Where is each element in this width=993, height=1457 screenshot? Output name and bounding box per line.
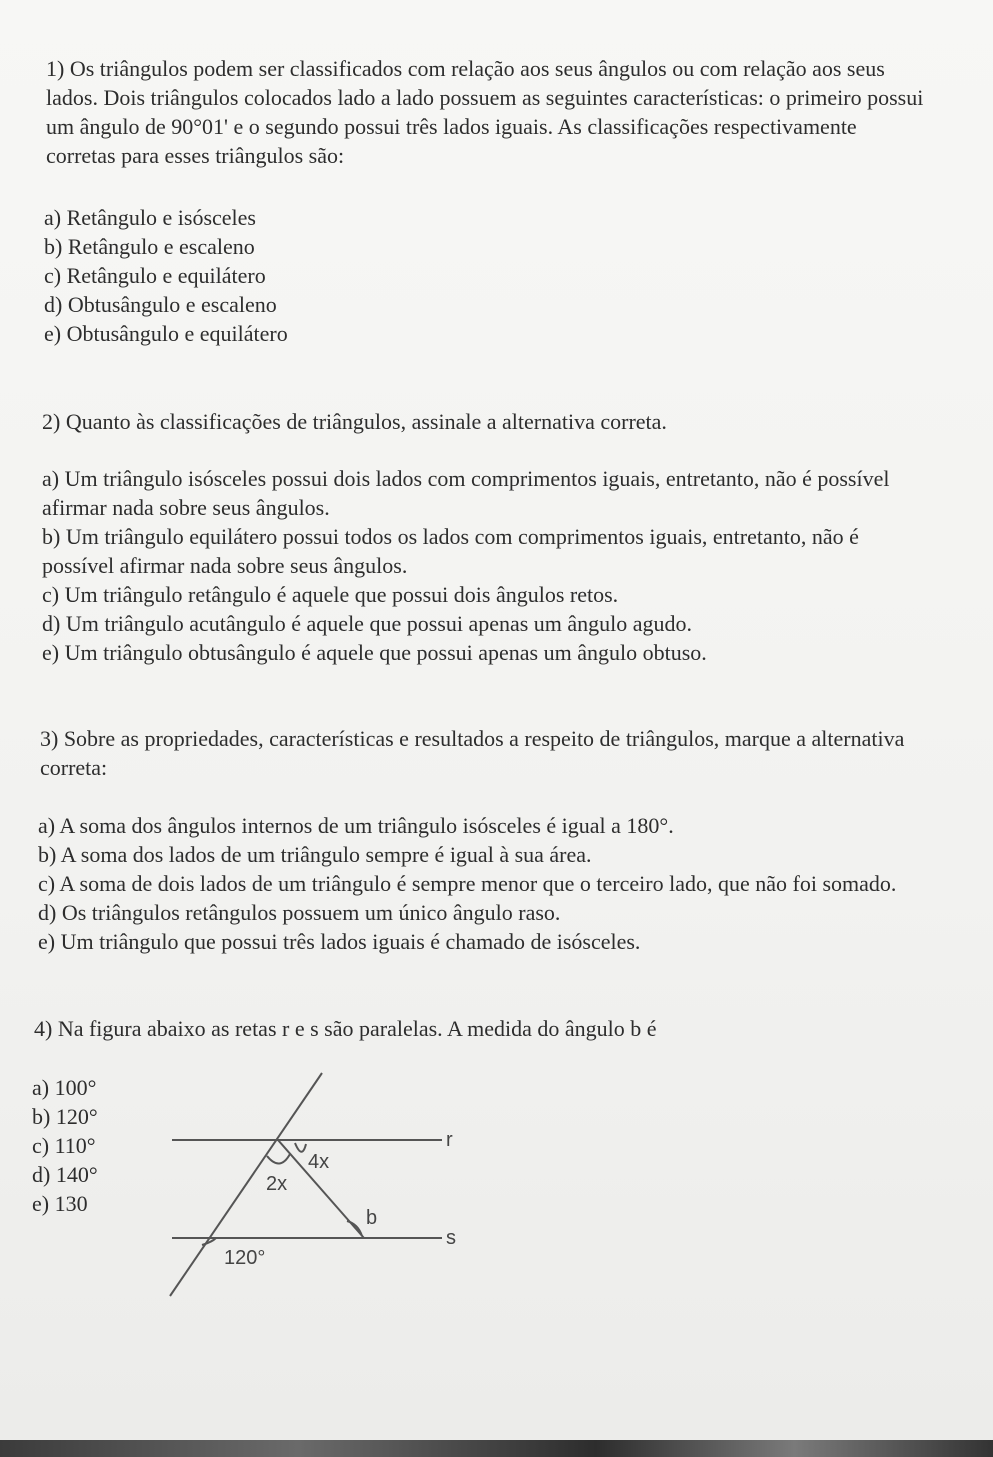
option: a) 100° bbox=[32, 1075, 97, 1100]
option: a) A soma dos ângulos internos de um triângulo isósceles é igual a 180°. bbox=[38, 813, 674, 838]
question-4 bbox=[34, 1014, 914, 1043]
option: b) 120° bbox=[32, 1104, 98, 1129]
question-1-stem: 1) Os triângulos podem ser classificados com relação aos seus ângulos ou com relação aos seus lados. Dois triângulos colocados lado a lado possuem as seguintes características: o primeiro possui um ângulo de 90°01' e o segundo possui três lados iguais. As classificações respectivamente corretas para esses triângulos são: bbox=[46, 56, 924, 168]
label-r: r bbox=[446, 1129, 453, 1151]
option: c) A soma de dois lados de um triângulo é sempre menor que o terceiro lado, que não foi somado. bbox=[38, 871, 897, 896]
question-3-stem: 3) Sobre as propriedades, características e resultados a respeito de triângulos, marque a alternativa correta: bbox=[40, 726, 905, 780]
question-2-options bbox=[42, 464, 922, 667]
option: b) A soma dos lados de um triângulo sempre é igual à sua área. bbox=[38, 842, 592, 867]
option: c) 110° bbox=[32, 1133, 96, 1158]
label-4x: 4x bbox=[308, 1151, 330, 1173]
label-b: b bbox=[366, 1207, 378, 1229]
option: c) Retângulo e equilátero bbox=[44, 263, 266, 288]
option: b) Retângulo e escaleno bbox=[44, 234, 255, 259]
option: a) Retângulo e isósceles bbox=[44, 205, 256, 230]
option: d) Um triângulo acutângulo é aquele que possui apenas um ângulo agudo. bbox=[42, 611, 693, 636]
option: d) 140° bbox=[32, 1162, 98, 1187]
question-3-options bbox=[38, 811, 918, 956]
question-2-stem: 2) Quanto às classificações de triângulos, assinale a alternativa correta. bbox=[42, 409, 667, 434]
label-s: s bbox=[446, 1227, 456, 1249]
question-4-stem: 4) Na figura abaixo as retas r e s são paralelas. A medida do ângulo b é bbox=[34, 1016, 657, 1041]
option: e) Um triângulo que possui três lados iguais é chamado de isósceles. bbox=[38, 929, 641, 954]
question-4-options bbox=[32, 1073, 142, 1218]
label-2x: 2x bbox=[266, 1173, 288, 1195]
parallel-lines-figure bbox=[150, 1064, 480, 1304]
background-edge bbox=[0, 1440, 993, 1457]
option: d) Obtusângulo e escaleno bbox=[44, 292, 277, 317]
question-3 bbox=[40, 724, 920, 782]
question-2 bbox=[42, 407, 922, 436]
angle-4x-arc bbox=[295, 1143, 306, 1152]
label-120: 120° bbox=[224, 1247, 266, 1269]
option: b) Um triângulo equilátero possui todos os lados com comprimentos iguais, entretanto, não é possível afirmar nada sobre seus ângulos. bbox=[42, 524, 859, 578]
option: c) Um triângulo retângulo é aquele que possui dois ângulos retos. bbox=[42, 582, 619, 607]
option: d) Os triângulos retângulos possuem um único ângulo raso. bbox=[38, 900, 561, 925]
option: e) Obtusângulo e equilátero bbox=[44, 321, 288, 346]
option: e) Um triângulo obtusângulo é aquele que possui apenas um ângulo obtuso. bbox=[42, 640, 707, 665]
angle-2x-arc bbox=[267, 1154, 290, 1164]
option: a) Um triângulo isósceles possui dois lados com comprimentos iguais, entretanto, não é possível afirmar nada sobre seus ângulos. bbox=[42, 466, 890, 520]
question-1-options bbox=[44, 203, 924, 348]
question-1 bbox=[46, 54, 926, 170]
option: e) 130 bbox=[32, 1191, 88, 1216]
